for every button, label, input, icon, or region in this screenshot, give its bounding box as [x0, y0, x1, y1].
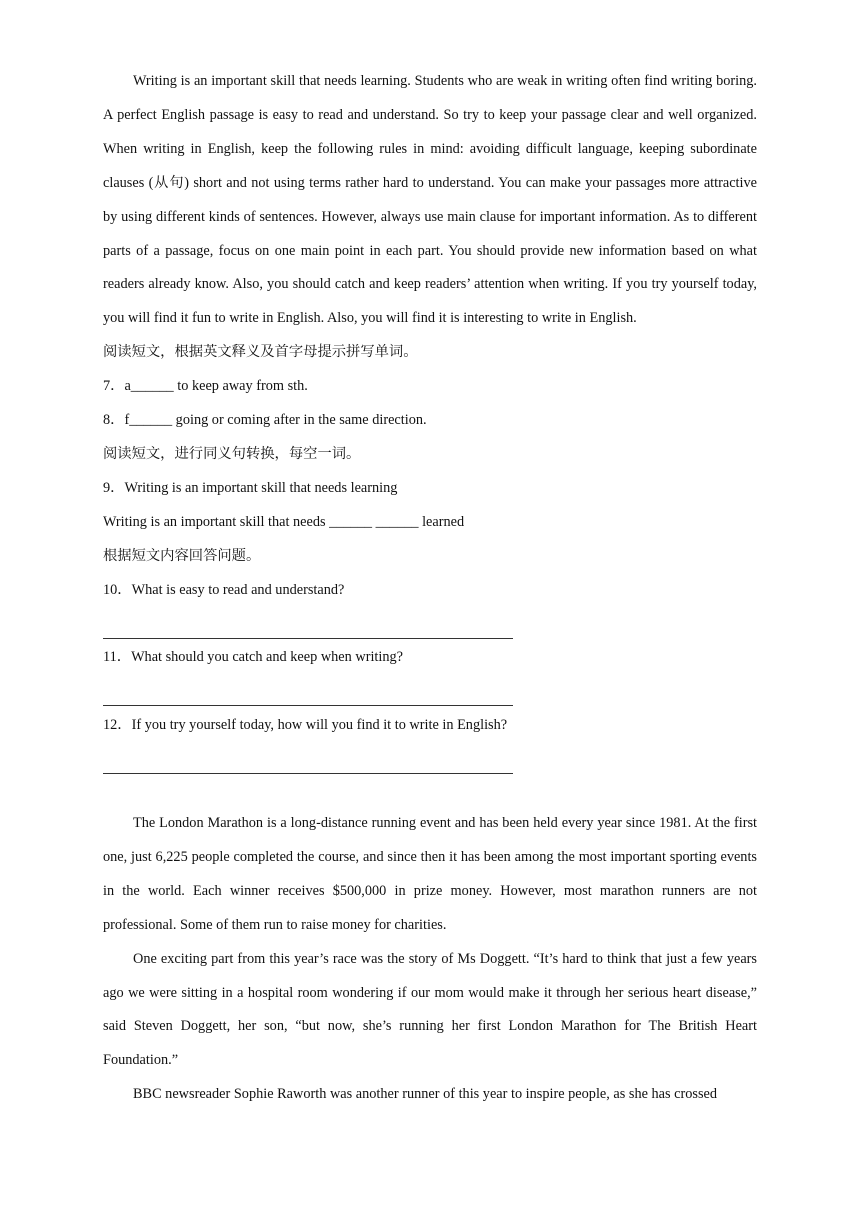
answer-instruction: 根据短文内容回答问题。 — [103, 547, 261, 564]
question-9-rewrite: Writing is an important skill that needs ______ ______ learned — [103, 513, 465, 530]
spelling-instruction: 阅读短文，根据英文释义及首字母提示拼写单词。 — [103, 344, 418, 361]
passage-marathon-paragraph-3: BBC newsreader Sophie Raworth was another runner of this year to inspire people, as she has crossed — [133, 1086, 718, 1103]
question-12: 12．If you try yourself today, how will you find it to write in English? — [103, 717, 508, 734]
passage-marathon-paragraph-2: One exciting part from this year’s race was the story of Ms Doggett. “It’s hard to think that just a few years ago we were sitting in a hospital room wondering if our mom would make it through her serious heart disease,” said Steven Doggett, her son, “but now, she’s running her first London Marathon for The British Heart Foundation.” — [103, 950, 757, 1069]
section-gap — [103, 777, 757, 807]
transform-instruction: 阅读短文，进行同义句转换，每空一词。 — [103, 445, 361, 462]
passage-writing-paragraph: Writing is an important skill that needs learning. Students who are weak in writing often find writing boring. A perfect English passage is easy to read and understand. So try to keep your passage clear and well organized. When writing in English, keep the following rules in mind: avoiding difficult language, keeping subordinate clauses (从句) short and not using terms rather hard to understand. You can make your passages more attractive by using different kinds of sentences. However, always use main clause for important information. As to different parts of a passage, focus on one main point in each part. You should provide new information based on what readers already know. Also, you should catch and keep readers’ attention when writing. If you try yourself today, you will find it fun to write in English. Also, you will find it is interesting to write in English. — [103, 73, 757, 327]
document-page — [103, 65, 757, 1112]
passage-marathon-paragraph-1: The London Marathon is a long-distance running event and has been held every year since 1981. At the first one, just 6,225 people completed the course, and since then it has been among the most important sporting events in the world. Each winner receives $500,000 in prize money. However, most marathon runners are not professional. Some of them run to raise money for charities. — [103, 814, 757, 933]
question-9: 9．Writing is an important skill that needs learning — [103, 479, 398, 496]
answer-line-12 — [103, 743, 757, 777]
question-11: 11．What should you catch and keep when writing? — [103, 649, 404, 666]
question-7: 7．a______ to keep away from sth. — [103, 378, 308, 395]
question-10: 10．What is easy to read and understand? — [103, 581, 345, 598]
answer-line-11 — [103, 675, 757, 709]
question-8: 8．f______ going or coming after in the same direction. — [103, 412, 427, 429]
answer-line-10 — [103, 608, 757, 642]
